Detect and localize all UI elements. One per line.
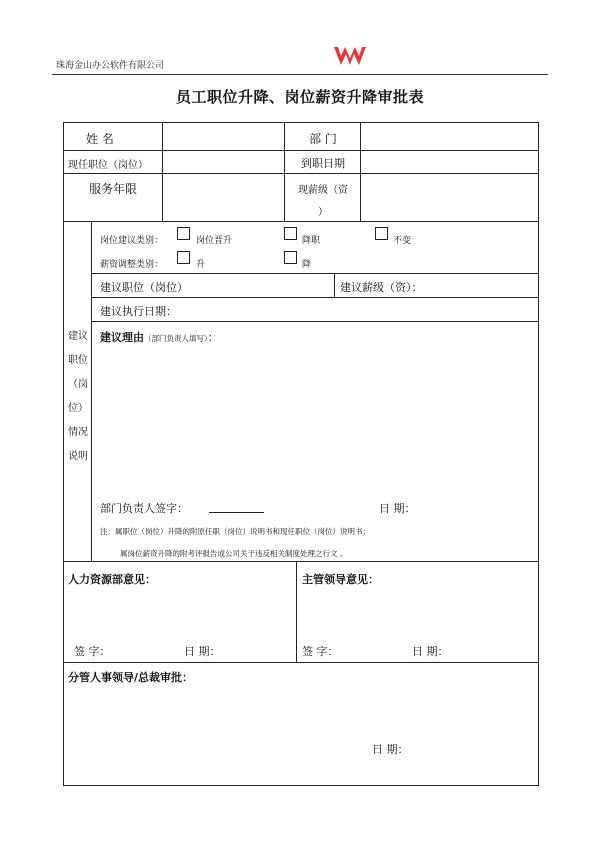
hr-opinion-label: 人力资源部意见： xyxy=(68,573,156,586)
approval-form xyxy=(63,122,539,786)
demote-checkbox[interactable] xyxy=(284,227,297,240)
company-name: 珠海金山办公软件有限公司 xyxy=(56,61,165,71)
col-line xyxy=(284,123,285,221)
name-label: 姓 名 xyxy=(86,132,114,146)
lower-label: 降 xyxy=(302,260,312,270)
raise-label: 升 xyxy=(196,260,206,270)
salary-type-label: 薪资调整类别： xyxy=(100,260,164,270)
supervisor-date-label: 日 期： xyxy=(412,645,449,658)
suggested-grade-label: 建议薪级（资）： xyxy=(340,281,423,294)
promote-label: 岗位晋升 xyxy=(196,236,233,246)
hire-date-label: 到职日期 xyxy=(301,157,345,170)
row-line xyxy=(64,662,538,663)
side-label-proposal: 建议 职位 （岗 位） 情况 说明 xyxy=(68,331,88,462)
row-line xyxy=(64,561,538,562)
note-line-1: 注：属职位（岗位）升降的附原任职（岗位）说明书和现任职位（岗位）说明书； xyxy=(100,527,370,536)
promote-checkbox[interactable] xyxy=(177,227,190,240)
final-approval-label: 分管人事领导/总裁审批： xyxy=(68,671,194,684)
hr-date-label: 日 期： xyxy=(184,645,221,658)
row-line xyxy=(91,297,538,298)
wps-w-logo-icon xyxy=(333,44,367,68)
row-line xyxy=(91,273,538,274)
supervisor-opinion-label: 主管领导意见： xyxy=(302,573,379,586)
years-label: 服务年限 xyxy=(89,182,138,196)
row-line xyxy=(64,173,538,174)
suggested-position-label: 建议职位（岗位） xyxy=(100,281,188,294)
raise-checkbox[interactable] xyxy=(177,251,190,264)
final-date-label: 日 期： xyxy=(372,743,409,756)
current-position-label: 现任职位（岗位） xyxy=(68,160,148,171)
dept-label: 部 门 xyxy=(309,132,337,146)
effective-date-label: 建议执行日期： xyxy=(100,305,177,318)
header-divider xyxy=(52,74,548,75)
demote-label: 降职 xyxy=(302,236,321,246)
supervisor-sign-label: 签 字： xyxy=(302,645,339,658)
col-line xyxy=(296,561,297,662)
position-type-label: 岗位建议类别： xyxy=(100,236,164,246)
dept-date-label: 日 期： xyxy=(379,502,416,515)
row-line xyxy=(64,150,538,151)
salary-label-end: ） xyxy=(318,207,328,218)
form-title: 员工职位升降、岗位薪资升降审批表 xyxy=(175,88,424,106)
col-line xyxy=(162,123,163,221)
row-line xyxy=(64,221,538,222)
lower-checkbox[interactable] xyxy=(284,251,297,264)
col-line xyxy=(360,123,361,221)
dept-head-sign-label: 部门负责人签字： xyxy=(100,502,188,515)
unchanged-label: 不变 xyxy=(393,236,412,246)
note-line-2: 属岗位薪资升降的附考评报告或公司关于违反相关制度处理之行文 。 xyxy=(120,549,348,558)
row-line xyxy=(91,321,538,322)
salary-label: 现薪级（资 xyxy=(298,185,348,196)
hr-sign-label: 签 字： xyxy=(74,645,111,658)
signature-line[interactable] xyxy=(209,512,264,513)
col-line xyxy=(334,273,335,297)
unchanged-checkbox[interactable] xyxy=(375,227,388,240)
col-line xyxy=(91,221,92,561)
reason-label: 建议理由（部门负责人填写）： xyxy=(100,331,219,344)
